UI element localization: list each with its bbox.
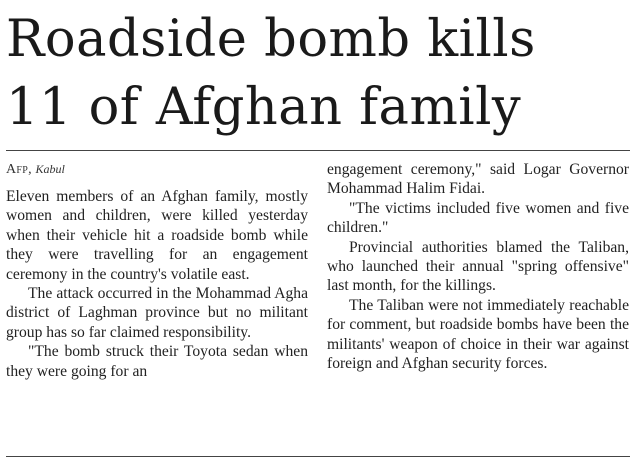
article-paragraph-continued: engagement ceremony," said Logar Governor Mohammad Halim Fidai. [327,161,629,198]
article-column-left [6,160,308,381]
bottom-divider [6,456,630,457]
article-paragraph: The Taliban were not immediately reachable for comment, but roadside bombs have been the militants' weapon of choice in their war against foreign and Afghan security forces. [327,296,629,373]
byline-agency: Afp, [6,162,32,177]
article-paragraph: Eleven members of an Afghan family, mostly women and children, were killed yesterday when their vehicle hit a roadside bomb while they were travelling for an engagement ceremony in the country's volatile east. [6,188,308,283]
article-paragraph: Provincial authorities blamed the Taliban, who launched their annual "spring offensive" last month, for the killings. [327,238,629,295]
headline-line-2: 11 of Afghan family [6,78,522,137]
byline [6,160,308,179]
article-paragraph: "The victims included five women and five children." [327,199,629,237]
article-paragraph: The attack occurred in the Mohammad Agha district of Laghman province but no militant group has so far claimed responsibility. [6,285,308,341]
headline-line-1: Roadside bomb kills [6,10,536,69]
headline [6,6,636,142]
article-column-right [327,160,629,373]
byline-place: Kabul [35,162,65,176]
top-divider [6,150,630,151]
article-paragraph: "The bomb struck their Toyota sedan when they were going for an [6,343,308,380]
